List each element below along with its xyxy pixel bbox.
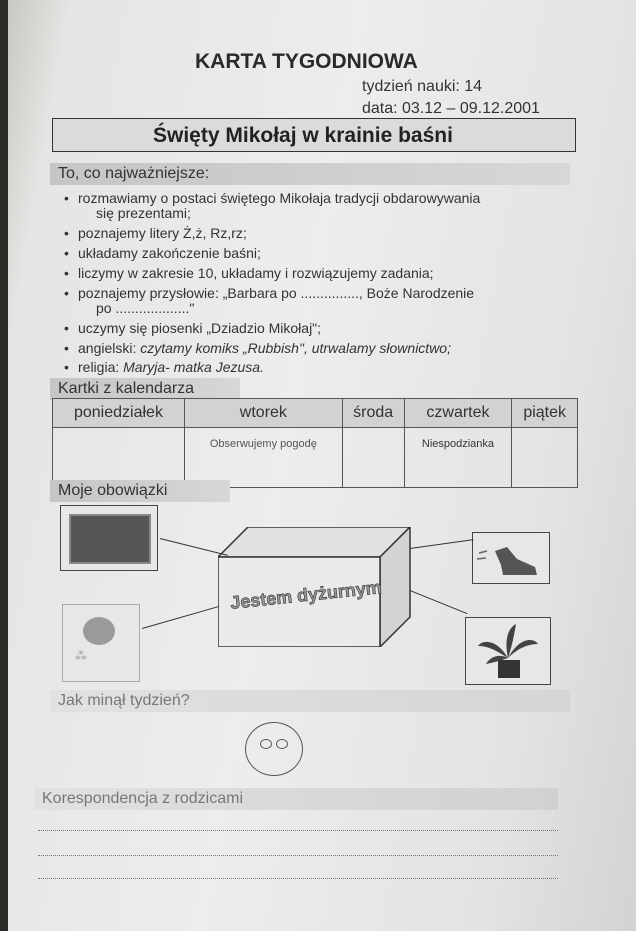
- day-cell: Obserwujemy pogodę: [184, 428, 342, 488]
- goal-prefix: religia:: [78, 359, 124, 375]
- date-range: data: 03.12 – 09.12.2001: [362, 100, 540, 117]
- smiley-face-icon: [245, 722, 303, 776]
- day-header: czwartek: [404, 399, 512, 428]
- plant-picture: [465, 617, 551, 685]
- writing-line: [38, 830, 558, 831]
- correspondence-heading: Korespondencja z rodzicami: [34, 788, 558, 810]
- goals-heading: To, co najważniejsze:: [50, 163, 570, 185]
- goal-text: czytamy komiks „Rubbish", utrwalamy słownictwo;: [140, 340, 451, 356]
- duty-box-label: Jestem dyżurnym: [229, 577, 383, 613]
- goal-item: [78, 340, 451, 356]
- goal-prefix: angielski:: [78, 340, 141, 356]
- day-cell: Niespodzianka: [404, 428, 512, 488]
- goal-item-continued: po ...................": [96, 300, 195, 316]
- duty-box: [218, 527, 418, 647]
- goal-item: • poznajemy litery Ż,ż, Rz,rz;: [78, 225, 247, 241]
- calendar-heading: Kartki z kalendarza: [50, 378, 240, 400]
- day-header: poniedziałek: [53, 399, 185, 428]
- goal-text: Maryja- matka Jezusa.: [123, 359, 264, 375]
- calendar-table: [52, 398, 578, 488]
- week-number: tydzień nauki: 14: [362, 78, 483, 95]
- shoe-picture: [472, 532, 550, 584]
- day-header: środa: [342, 399, 404, 428]
- goal-item: • poznajemy przysłowie: „Barbara po ..............., Boże Narodzenie: [78, 285, 474, 301]
- board-picture: [60, 505, 158, 571]
- goal-item: • uczymy się piosenki „Dziadzio Mikołaj";: [78, 320, 321, 336]
- goal-item-continued: się prezentami;: [96, 205, 191, 221]
- topic-banner: [52, 118, 576, 152]
- writing-line: [38, 855, 558, 856]
- day-cell: [512, 428, 578, 488]
- page-title: KARTA TYGODNIOWA: [195, 50, 418, 73]
- topic-title: Święty Mikołaj w krainie baśni: [153, 124, 453, 147]
- day-header: wtorek: [184, 399, 342, 428]
- goal-item: [78, 359, 264, 375]
- goal-item: • układamy zakończenie baśni;: [78, 245, 261, 261]
- week-review-heading: Jak minął tydzień?: [50, 690, 570, 712]
- goal-item: • rozmawiamy o postaci świętego Mikołaja tradycji obdarowywania: [78, 190, 480, 206]
- day-cell: [53, 428, 185, 488]
- writing-line: [38, 878, 558, 879]
- day-header: piątek: [512, 399, 578, 428]
- duties-heading: Moje obowiązki: [50, 480, 230, 502]
- day-cell: [342, 428, 404, 488]
- sponge-picture: ⁂: [62, 604, 140, 682]
- goal-item: • liczymy w zakresie 10, układamy i rozwiązujemy zadania;: [78, 265, 434, 281]
